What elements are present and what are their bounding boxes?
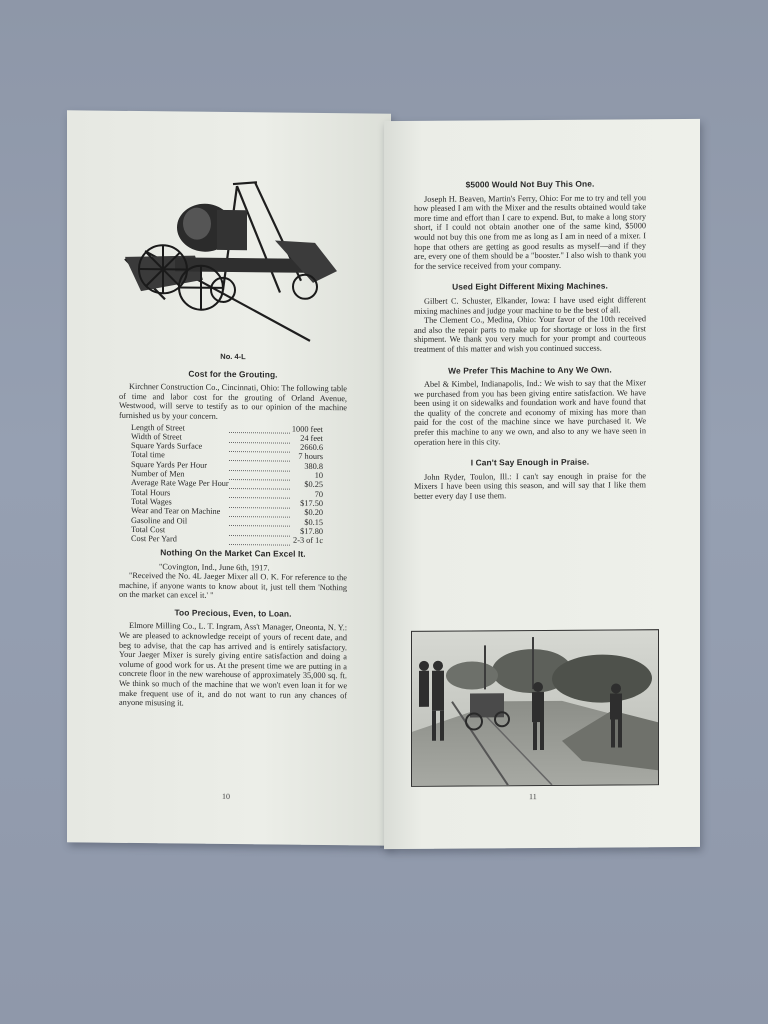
cost-label: Square Yards Per Hour xyxy=(131,459,208,470)
cost-value: 7 hours xyxy=(298,452,323,462)
illustration-caption: No. 4-L xyxy=(220,351,246,362)
cost-label: Total Hours xyxy=(131,487,171,498)
page-number: 11 xyxy=(529,792,537,802)
section-heading: Nothing On the Market Can Excel It. xyxy=(160,547,306,559)
cost-value: 1000 feet xyxy=(291,424,323,434)
cost-value: 70 xyxy=(314,489,323,499)
page-number: 10 xyxy=(222,791,230,802)
section-paragraph: Elmore Milling Co., L. T. Ingram, Ass't Manager, Oneonta, N. Y.: We are pleased to acknowledge receipt of yours of recent date, and beg to advise, that the cap has arrived and is entirely satisfactory. Your Jaeger Mixer is surely giving entire satisfaction and doing a volume of good work for us. At the present time we are putting in a concrete floor in the new warehouse of approximately 35,000 sq. ft. We think so much of the machine that we won't even loan it for we make frequent use of it, and do not want to run any chances of anyone misusing it. xyxy=(119,621,347,708)
section-heading: Too Precious, Even, to Loan. xyxy=(174,607,292,619)
cost-label: Total Cost xyxy=(131,524,166,535)
cost-value: $0.15 xyxy=(304,517,323,527)
mixer-drawing xyxy=(105,169,365,350)
section-heading: We Prefer This Machine to Any We Own. xyxy=(448,364,612,376)
right-page xyxy=(384,119,700,849)
cost-value: $0.25 xyxy=(304,480,323,490)
cost-label: Total Wages xyxy=(131,496,172,507)
street-work-photograph xyxy=(411,629,659,787)
cost-table xyxy=(131,423,323,546)
table-row xyxy=(131,534,323,545)
concrete-mixer-illustration xyxy=(119,169,347,349)
left-page xyxy=(67,110,391,845)
section-paragraph: Gilbert C. Schuster, Elkander, Iowa: I have used eight different mixing machines and judge your machine to be the best of all. xyxy=(414,295,646,316)
cost-label: Number of Men xyxy=(131,469,185,479)
photo-scene xyxy=(412,630,658,786)
section-heading: $5000 Would Not Buy This One. xyxy=(465,178,595,190)
cost-label: Wear and Tear on Machine xyxy=(131,506,221,517)
cost-value: 380.8 xyxy=(304,461,323,471)
cost-value: 2-3 of 1c xyxy=(293,535,323,546)
dot-leader xyxy=(229,535,290,545)
cost-label: Square Yards Surface xyxy=(131,441,203,451)
cost-value: 10 xyxy=(314,470,323,481)
cost-value: $17.80 xyxy=(300,526,323,536)
section-paragraph: Kirchner Construction Co., Cincinnati, Ohio: The following table of time and labor cost for the grouting of Orland Avenue, Westwood, will serve to testify as to our opinion of the machine furnished us by your concern. xyxy=(119,382,347,421)
cost-label: Average Rate Wage Per Hour xyxy=(131,478,229,489)
cost-value: $17.50 xyxy=(300,498,323,508)
right-page-content xyxy=(414,179,646,501)
left-page-content xyxy=(119,169,347,710)
section-paragraph: Abel & Kimbel, Indianapolis, Ind.: We wish to say that the Mixer we purchased from you has been giving entire satisfaction. We have been using it on sidewalks and foundation work and have found that the quality of the concrete and economy of mixing has more than paid for the cost of the machine since we have purchased it. We prefer this machine to any we own, and also to any we have seen in operation here in this city. xyxy=(414,378,646,447)
section-heading: I Can't Say Enough in Praise. xyxy=(470,456,590,468)
section-heading: Used Eight Different Mixing Machines. xyxy=(452,280,608,292)
cost-value: $0.20 xyxy=(304,508,323,518)
cost-label: Gasoline and Oil xyxy=(131,515,188,526)
section-paragraph: Joseph H. Beaven, Martin's Ferry, Ohio: For me to try and tell you how pleased I am with the Mixer and the results obtained would take more time and effort than I care to expend. But, to make a long story short, if I could not obtain another one of the same kind, $5000 would not buy this one from me as long as I am in need of a mixer. I hope that others are getting as good results as myself—and if they are, every one of them should be a "booster." I also wish to thank you for the service received from your company. xyxy=(414,192,646,271)
cost-value: 24 feet xyxy=(300,433,323,443)
section-paragraph: John Ryder, Toulon, Ill.: I can't say enough in praise for the Mixers I have been using this season, and will say that I like them better every day I use them. xyxy=(414,471,646,501)
section-paragraph: "Received the No. 4L Jaeger Mixer all O. K. For reference to the machine, if anyone wants to know about it, just tell them 'Nothing on the market can excel it.' " xyxy=(119,571,347,601)
cost-label: Width of Street xyxy=(131,431,182,442)
cost-value: 2660.6 xyxy=(300,442,323,453)
cost-label: Total time xyxy=(131,450,165,460)
section-paragraph: The Clement Co., Medina, Ohio: Your favor of the 10th received and also the repair parts to make up for shortage or loss in the first shipment. We thank you very much for your prompt and courteous treatment of this matter and wish you continued success. xyxy=(414,314,646,354)
cost-label: Cost Per Yard xyxy=(131,534,177,544)
cost-label: Length of Street xyxy=(131,422,185,433)
section-heading: Cost for the Grouting. xyxy=(188,368,278,380)
section-paragraph: "Covington, Ind., June 6th, 1917. xyxy=(159,561,270,572)
